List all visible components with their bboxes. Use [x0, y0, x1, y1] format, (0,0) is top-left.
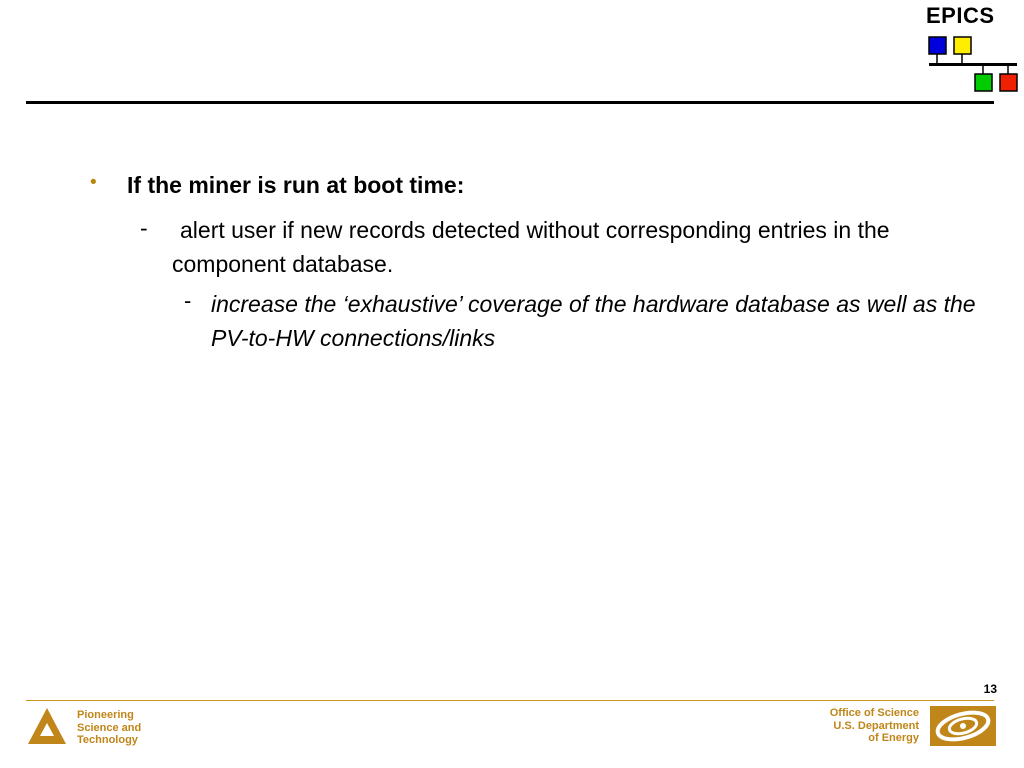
dash-marker-level-3: -: [184, 288, 192, 313]
argonne-tagline-line: Technology: [77, 734, 138, 746]
dash-marker-level-2: -: [140, 215, 148, 241]
argonne-tagline: [77, 709, 141, 747]
epics-logo-text: EPICS: [926, 3, 995, 28]
page-number: 13: [983, 682, 997, 696]
doe-label-line: U.S. Department: [833, 719, 919, 732]
bullet-level-3-text: increase the ‘exhaustive’ coverage of the hardware database as well as the PV-to-HW connections/links: [211, 291, 976, 351]
argonne-tagline-line: Pioneering: [77, 709, 134, 721]
bullet-level-1-text: If the miner is run at boot time:: [127, 172, 465, 198]
doe-label-line: Office of Science: [829, 707, 919, 719]
bullet-icon: •: [90, 172, 97, 193]
doe-label-line: of Energy: [868, 732, 919, 744]
footer-divider: [26, 700, 994, 701]
argonne-tagline-line: Science and: [77, 721, 142, 734]
argonne-logo-icon: [26, 706, 68, 746]
doe-office-of-science-logo-icon: [930, 706, 996, 746]
bullet-level-2-text: alert user if new records detected without corresponding entries in the component database.: [172, 217, 890, 277]
doe-label: [830, 707, 919, 745]
